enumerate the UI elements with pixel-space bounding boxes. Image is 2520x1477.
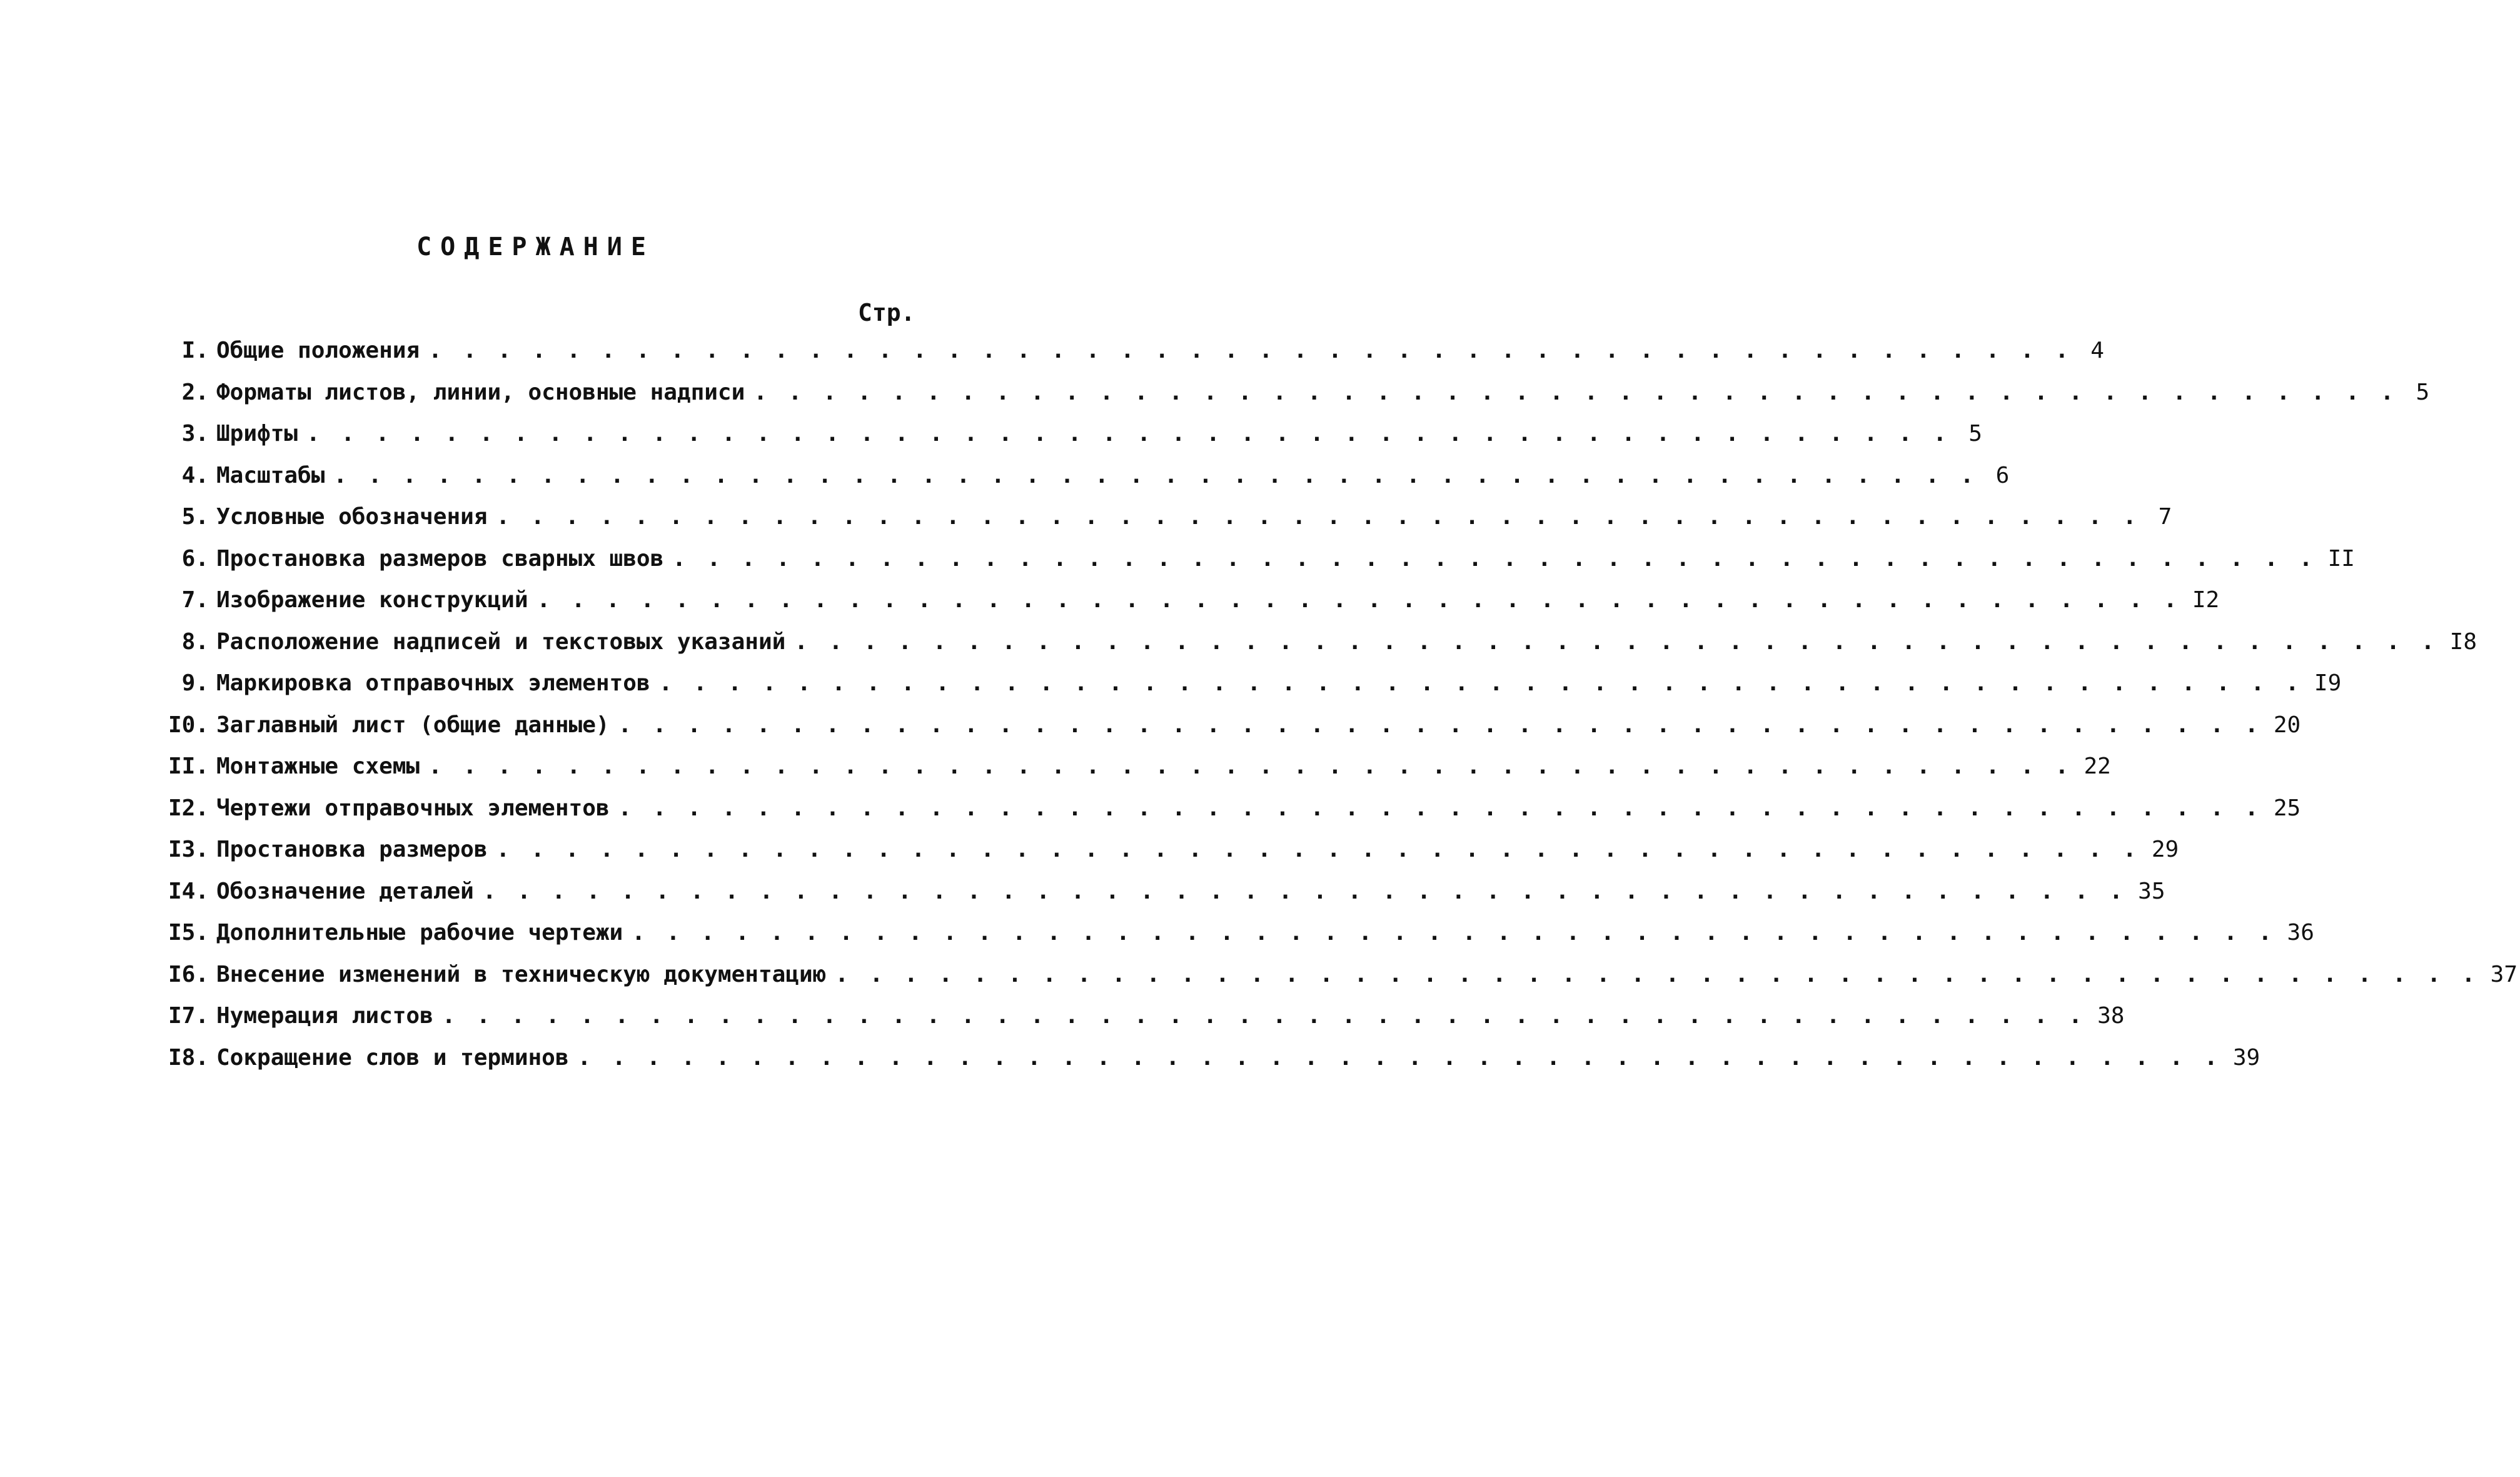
- toc-leader: . . . . . . . . . . . . . . . . . . . . . . . . . . . . . . . . . . . . . . . . . . . . . . . .: [496, 837, 2140, 862]
- table-of-contents: [156, 338, 2518, 1086]
- toc-leader: . . . . . . . . . . . . . . . . . . . . . . . . . . . . . . . . . . . . . . . . . . . . . . . .: [441, 1003, 2086, 1029]
- toc-row: [156, 961, 2518, 1004]
- toc-row: [156, 878, 2165, 920]
- toc-leader: . . . . . . . . . . . . . . . . . . . . . . . . . . . . . . . . . . . . . . . . . . . . . . . .: [753, 379, 2398, 405]
- toc-row: [156, 754, 2111, 795]
- toc-row: [156, 504, 2172, 546]
- toc-title: Внесение изменений в техническую документацию: [216, 961, 827, 987]
- toc-row: [156, 712, 2301, 754]
- toc-row: [156, 587, 2220, 629]
- toc-title: Форматы листов, линии, основные надписи: [216, 379, 745, 405]
- toc-number: 6.: [181, 545, 209, 572]
- toc-row: [156, 338, 2104, 380]
- toc-page-number: I8: [2449, 628, 2477, 655]
- toc-title: Сокращение слов и терминов: [216, 1044, 569, 1071]
- toc-number: I4.: [168, 878, 209, 904]
- toc-page-number: 35: [2138, 878, 2165, 904]
- toc-leader: . . . . . . . . . . . . . . . . . . . . . . . . . . . . . . . . . . . . . . . . . . . . . . . .: [306, 421, 1951, 446]
- toc-number: I8.: [168, 1044, 209, 1071]
- toc-title: Масштабы: [216, 462, 325, 488]
- toc-number: 7.: [181, 587, 209, 613]
- toc-leader: . . . . . . . . . . . . . . . . . . . . . . . . . . . . . . . . . . . . . . . . . . . . . . . .: [482, 878, 2127, 904]
- toc-page-number: 4: [2090, 338, 2104, 363]
- toc-leader: . . . . . . . . . . . . . . . . . . . . . . . . . . . . . . . . . . . . . . . . . . . . . . . .: [794, 628, 2439, 655]
- toc-title: Нумерация листов: [216, 1003, 433, 1029]
- toc-page-number: 29: [2151, 837, 2179, 862]
- toc-row: [156, 670, 2342, 712]
- toc-leader: . . . . . . . . . . . . . . . . . . . . . . . . . . . . . . . . . . . . . . . . . . . . . . . .: [658, 670, 2303, 696]
- toc-number: 4.: [181, 462, 209, 488]
- toc-number: I.: [181, 338, 209, 363]
- toc-row: [156, 628, 2477, 671]
- toc-row: [156, 1003, 2125, 1045]
- toc-number: 8.: [181, 628, 209, 655]
- toc-title: Условные обозначения: [216, 504, 488, 530]
- toc-title: Заглавный лист (общие данные): [216, 712, 610, 738]
- toc-row: [156, 545, 2355, 588]
- toc-title: Чертежи отправочных элементов: [216, 795, 610, 821]
- toc-title: Шрифты: [216, 421, 298, 446]
- toc-row: [156, 837, 2179, 879]
- toc-number: I6.: [168, 961, 209, 987]
- toc-leader: . . . . . . . . . . . . . . . . . . . . . . . . . . . . . . . . . . . . . . . . . . . . . . . .: [835, 961, 2479, 987]
- toc-page-number: 6: [1995, 462, 2010, 488]
- toc-page-number: 5: [1968, 421, 1982, 446]
- toc-page-number: 20: [2273, 712, 2301, 738]
- toc-number: I2.: [168, 795, 209, 821]
- toc-title: Дополнительные рабочие чертежи: [216, 920, 623, 945]
- toc-number: 9.: [181, 670, 209, 696]
- toc-leader: . . . . . . . . . . . . . . . . . . . . . . . . . . . . . . . . . . . . . . . . . . . . . . . .: [618, 795, 2262, 821]
- toc-number: II.: [168, 754, 209, 779]
- toc-title: Монтажные схемы: [216, 754, 420, 779]
- toc-page-number: 22: [2084, 754, 2111, 779]
- toc-leader: . . . . . . . . . . . . . . . . . . . . . . . . . . . . . . . . . . . . . . . . . . . . . . . .: [537, 587, 2181, 613]
- toc-row: [156, 421, 1982, 463]
- toc-number: 2.: [181, 379, 209, 405]
- toc-row: [156, 1044, 2260, 1087]
- toc-title: Расположение надписей и текстовых указаний: [216, 628, 786, 655]
- toc-page-number: 37: [2490, 961, 2518, 987]
- toc-number: 5.: [181, 504, 209, 530]
- toc-page-number: II: [2327, 545, 2355, 572]
- toc-leader: . . . . . . . . . . . . . . . . . . . . . . . . . . . . . . . . . . . . . . . . . . . . . . . .: [428, 338, 2073, 363]
- toc-page-number: 36: [2287, 920, 2314, 945]
- toc-title: Общие положения: [216, 338, 420, 363]
- toc-row: [156, 379, 2430, 421]
- toc-leader: . . . . . . . . . . . . . . . . . . . . . . . . . . . . . . . . . . . . . . . . . . . . . . . .: [632, 920, 2276, 945]
- toc-title: Простановка размеров сварных швов: [216, 545, 664, 572]
- toc-number: I5.: [168, 920, 209, 945]
- toc-row: [156, 462, 2010, 505]
- toc-leader: . . . . . . . . . . . . . . . . . . . . . . . . . . . . . . . . . . . . . . . . . . . . . . . .: [428, 754, 2073, 779]
- toc-page-number: 7: [2158, 504, 2172, 530]
- toc-page-number: 25: [2273, 795, 2301, 821]
- page-column-header: Стр.: [858, 299, 915, 326]
- toc-leader: . . . . . . . . . . . . . . . . . . . . . . . . . . . . . . . . . . . . . . . . . . . . . . . .: [577, 1044, 2222, 1071]
- toc-title: Простановка размеров: [216, 837, 488, 862]
- toc-number: 3.: [181, 421, 209, 446]
- toc-number: I0.: [168, 712, 209, 738]
- toc-leader: . . . . . . . . . . . . . . . . . . . . . . . . . . . . . . . . . . . . . . . . . . . . . . . .: [333, 462, 1978, 488]
- toc-number: I7.: [168, 1003, 209, 1029]
- toc-title: Обозначение деталей: [216, 878, 474, 904]
- toc-page-number: I9: [2314, 670, 2342, 696]
- toc-title: Изображение конструкций: [216, 587, 528, 613]
- toc-page-number: 38: [2097, 1003, 2125, 1029]
- page-title: СОДЕРЖАНИЕ: [416, 233, 655, 261]
- toc-row: [156, 795, 2301, 837]
- toc-row: [156, 920, 2314, 962]
- toc-leader: . . . . . . . . . . . . . . . . . . . . . . . . . . . . . . . . . . . . . . . . . . . . . . . .: [672, 545, 2317, 572]
- toc-page-number: 5: [2416, 379, 2430, 405]
- toc-leader: . . . . . . . . . . . . . . . . . . . . . . . . . . . . . . . . . . . . . . . . . . . . . . . .: [496, 504, 2140, 530]
- toc-number: I3.: [168, 837, 209, 862]
- toc-leader: . . . . . . . . . . . . . . . . . . . . . . . . . . . . . . . . . . . . . . . . . . . . . . . .: [618, 712, 2262, 738]
- toc-title: Маркировка отправочных элементов: [216, 670, 650, 696]
- toc-page-number: I2: [2192, 587, 2220, 613]
- toc-page-number: 39: [2232, 1044, 2260, 1071]
